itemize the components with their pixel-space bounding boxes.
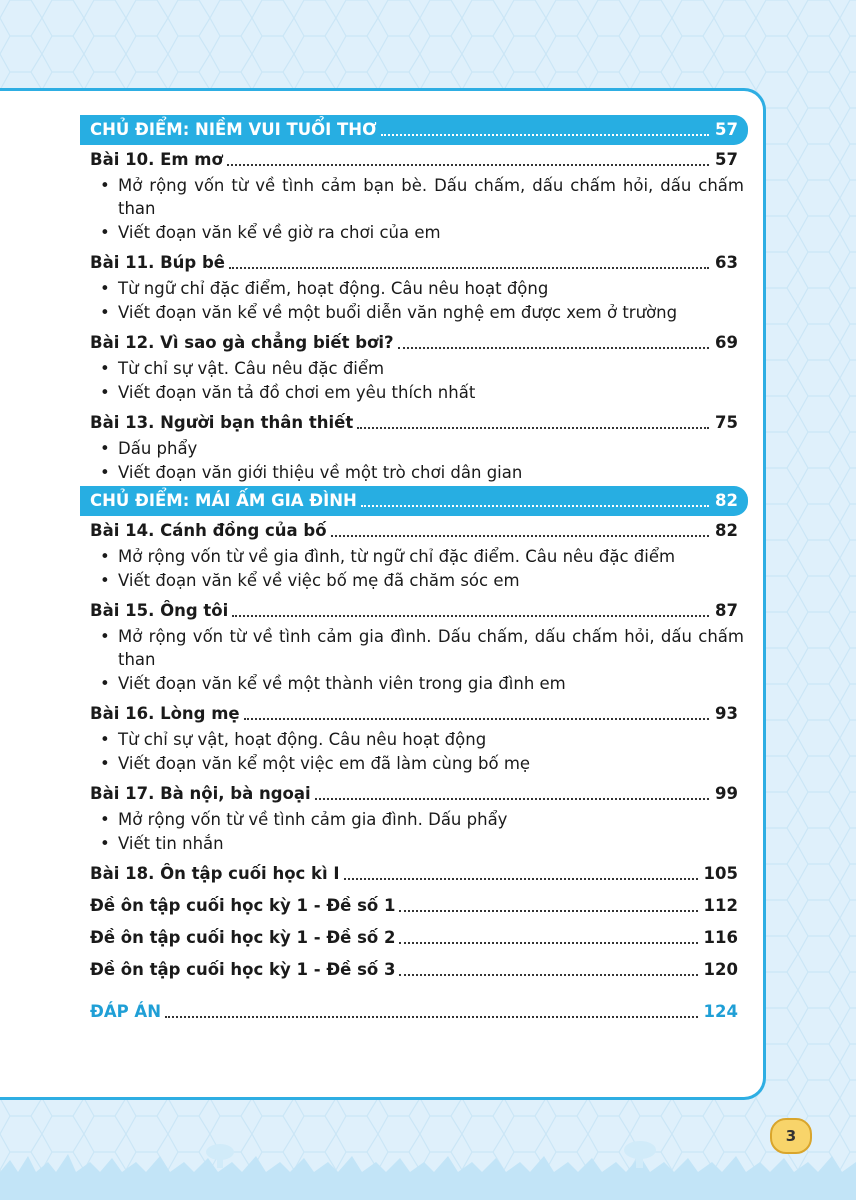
page-number-badge: 3 xyxy=(770,1118,812,1154)
answers-entry xyxy=(80,999,748,1025)
lesson-entry-title: Đề ôn tập cuối học kỳ 1 - Đề số 1 xyxy=(90,896,396,915)
dot-leader xyxy=(315,798,709,800)
lesson-topic xyxy=(80,672,748,695)
dot-leader xyxy=(229,267,709,269)
lesson-entry-page: 112 xyxy=(703,896,738,915)
dot-leader xyxy=(357,427,709,429)
lesson-entry-title: Bài 14. Cánh đồng của bố xyxy=(90,521,327,540)
lesson-entry-title: Bài 12. Vì sao gà chẳng biết bơi? xyxy=(90,333,394,352)
bullet-icon: • xyxy=(100,571,110,590)
dot-leader xyxy=(399,974,697,976)
dot-leader xyxy=(232,615,709,617)
bullet-icon: • xyxy=(100,834,110,853)
bullet-icon: • xyxy=(100,303,110,322)
lesson-topic-text: Viết đoạn văn kể về việc bố mẹ đã chăm sóc em xyxy=(118,571,520,590)
lesson-entry-title: Bài 18. Ôn tập cuối học kì I xyxy=(90,864,340,883)
lesson-entry-page: 57 xyxy=(715,150,738,169)
bullet-icon: • xyxy=(100,383,110,402)
lesson-topic-text: Từ chỉ sự vật. Câu nêu đặc điểm xyxy=(118,359,385,378)
dot-leader xyxy=(398,347,709,349)
lesson-entry xyxy=(80,147,748,173)
lesson-entry-page: 120 xyxy=(703,960,738,979)
lesson-entry-page: 99 xyxy=(715,784,738,803)
section-header-title: CHỦ ĐIỂM: MÁI ẤM GIA ĐÌNH xyxy=(90,491,357,510)
answers-entry-title: ĐÁP ÁN xyxy=(90,1002,162,1021)
lesson-entry xyxy=(80,598,748,624)
lesson-topic-text: Mở rộng vốn từ về tình cảm gia đình. Dấu phẩy xyxy=(118,810,508,829)
bullet-icon: • xyxy=(100,463,110,482)
section-header-title: CHỦ ĐIỂM: NIỀM VUI TUỔI THƠ xyxy=(90,120,377,139)
bullet-icon: • xyxy=(100,279,110,298)
table-of-contents xyxy=(80,113,748,1025)
lesson-entry-title: Đề ôn tập cuối học kỳ 1 - Đề số 3 xyxy=(90,960,396,979)
lesson-entry xyxy=(80,925,748,951)
bullet-icon: • xyxy=(100,730,110,749)
lesson-topic xyxy=(80,174,748,220)
lesson-topic-text: Viết đoạn văn giới thiệu về một trò chơi dân gian xyxy=(118,463,523,482)
lesson-topic-text: Viết đoạn văn kể về một buổi diễn văn nghệ em được xem ở trường xyxy=(118,303,678,322)
bullet-icon: • xyxy=(100,547,110,566)
lesson-topic-text: Từ ngữ chỉ đặc điểm, hoạt động. Câu nêu hoạt động xyxy=(118,279,549,298)
lesson-topic xyxy=(80,808,748,831)
lesson-topic xyxy=(80,832,748,855)
lesson-entry-title: Bài 17. Bà nội, bà ngoại xyxy=(90,784,311,803)
lesson-entry-title: Bài 13. Người bạn thân thiết xyxy=(90,413,354,432)
dot-leader xyxy=(399,910,697,912)
dot-leader xyxy=(381,134,709,136)
lesson-topic xyxy=(80,569,748,592)
answers-entry-page: 124 xyxy=(703,1002,738,1021)
lesson-entry-page: 75 xyxy=(715,413,738,432)
lesson-entry xyxy=(80,781,748,807)
lesson-entry-page: 87 xyxy=(715,601,738,620)
lesson-entry-page: 116 xyxy=(703,928,738,947)
bullet-icon: • xyxy=(100,627,110,646)
lesson-entry-page: 69 xyxy=(715,333,738,352)
lesson-entry-title: Đề ôn tập cuối học kỳ 1 - Đề số 2 xyxy=(90,928,396,947)
lesson-entry-title: Bài 10. Em mơ xyxy=(90,150,223,169)
lesson-topic-text: Viết đoạn văn kể về giờ ra chơi của em xyxy=(118,223,441,242)
lesson-topic xyxy=(80,301,748,324)
lesson-topic-text: Mở rộng vốn từ về tình cảm gia đình. Dấu chấm, dấu chấm hỏi, dấu chấm than xyxy=(118,627,744,669)
lesson-entry xyxy=(80,893,748,919)
lesson-topic-text: Mở rộng vốn từ về tình cảm bạn bè. Dấu chấm, dấu chấm hỏi, dấu chấm than xyxy=(118,176,744,218)
lesson-entry-title: Bài 16. Lòng mẹ xyxy=(90,704,240,723)
lesson-entry-page: 63 xyxy=(715,253,738,272)
bullet-icon: • xyxy=(100,176,110,195)
bullet-icon: • xyxy=(100,754,110,773)
grass-decoration xyxy=(0,1132,856,1200)
lesson-topic xyxy=(80,461,748,484)
lesson-entry xyxy=(80,957,748,983)
lesson-entry-page: 82 xyxy=(715,521,738,540)
section-header-page: 57 xyxy=(715,120,738,139)
dot-leader xyxy=(227,164,709,166)
bullet-icon: • xyxy=(100,223,110,242)
lesson-entry xyxy=(80,250,748,276)
lesson-topic-text: Mở rộng vốn từ về gia đình, từ ngữ chỉ đặc điểm. Câu nêu đặc điểm xyxy=(118,547,676,566)
lesson-topic xyxy=(80,277,748,300)
lesson-topic xyxy=(80,728,748,751)
lesson-topic xyxy=(80,752,748,775)
lesson-topic-text: Viết đoạn văn tả đồ chơi em yêu thích nhất xyxy=(118,383,476,402)
bullet-icon: • xyxy=(100,674,110,693)
lesson-entry xyxy=(80,518,748,544)
lesson-topic-text: Viết đoạn văn kể về một thành viên trong gia đình em xyxy=(118,674,566,693)
section-header xyxy=(80,486,748,516)
dot-leader xyxy=(344,878,698,880)
lesson-entry-page: 93 xyxy=(715,704,738,723)
bullet-icon: • xyxy=(100,810,110,829)
lesson-entry-title: Bài 11. Búp bê xyxy=(90,253,225,272)
section-header xyxy=(80,115,748,145)
lesson-entry xyxy=(80,701,748,727)
dot-leader xyxy=(399,942,697,944)
lesson-entry-page: 105 xyxy=(703,864,738,883)
dot-leader xyxy=(361,505,709,507)
lesson-topic xyxy=(80,381,748,404)
lesson-topic xyxy=(80,545,748,568)
lesson-entry-title: Bài 15. Ông tôi xyxy=(90,601,229,620)
section-header-page: 82 xyxy=(715,491,738,510)
lesson-topic xyxy=(80,437,748,460)
dot-leader xyxy=(244,718,709,720)
dot-leader xyxy=(331,535,709,537)
dot-leader xyxy=(165,1016,698,1018)
lesson-topic-text: Dấu phẩy xyxy=(118,439,198,458)
lesson-topic xyxy=(80,357,748,380)
lesson-topic-text: Từ chỉ sự vật, hoạt động. Câu nêu hoạt động xyxy=(118,730,487,749)
lesson-entry xyxy=(80,330,748,356)
lesson-topic xyxy=(80,221,748,244)
lesson-topic xyxy=(80,625,748,671)
bullet-icon: • xyxy=(100,359,110,378)
lesson-entry xyxy=(80,410,748,436)
lesson-topic-text: Viết đoạn văn kể một việc em đã làm cùng bố mẹ xyxy=(118,754,531,773)
bullet-icon: • xyxy=(100,439,110,458)
lesson-entry xyxy=(80,861,748,887)
lesson-topic-text: Viết tin nhắn xyxy=(118,834,224,853)
